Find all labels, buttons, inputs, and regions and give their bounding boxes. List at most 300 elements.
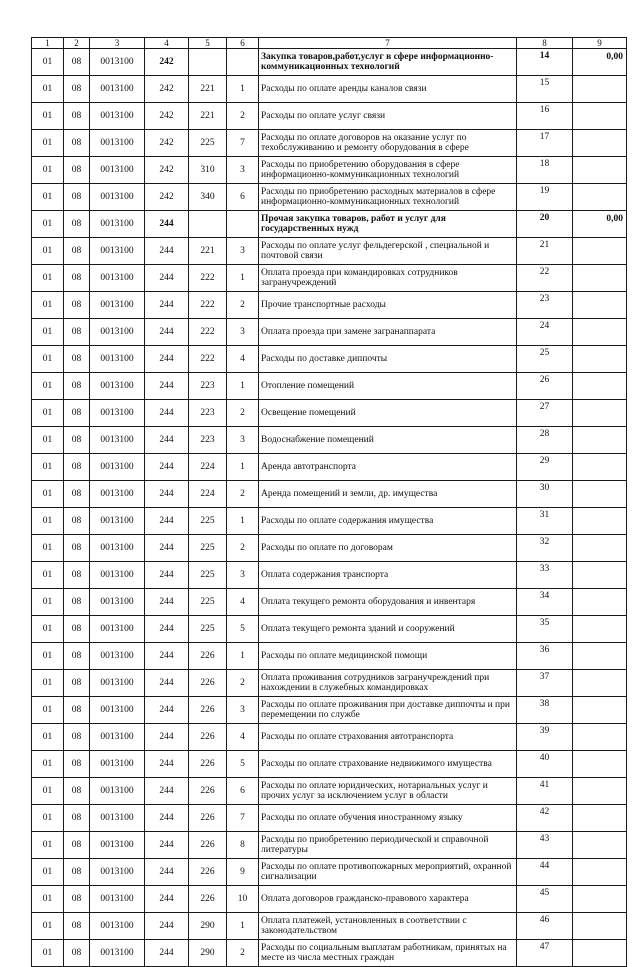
- section-code-cell: 01: [32, 400, 64, 427]
- line-number-cell: 39: [517, 724, 573, 751]
- expense-type-cell: 244: [145, 562, 189, 589]
- amount-cell: [573, 859, 627, 886]
- expense-type-cell: 244: [145, 319, 189, 346]
- target-article-cell: 0013100: [90, 373, 145, 400]
- kosgu-code-cell: [189, 211, 227, 238]
- description-cell: Расходы по оплате противопожарных мероприятий, охранной сигнализации: [259, 859, 517, 886]
- section-code-cell: 01: [32, 319, 64, 346]
- expense-type-cell: 244: [145, 886, 189, 913]
- sub-code-cell: 3: [227, 697, 259, 724]
- description-cell: Расходы по оплате по договорам: [259, 535, 517, 562]
- line-number-cell: 27: [517, 400, 573, 427]
- amount-cell: [573, 508, 627, 535]
- target-article-cell: 0013100: [90, 697, 145, 724]
- target-article-cell: 0013100: [90, 589, 145, 616]
- subsection-code-cell: 08: [64, 211, 90, 238]
- amount-cell: [573, 103, 627, 130]
- description-cell: Расходы по доставке диппочты: [259, 346, 517, 373]
- sub-code-cell: 9: [227, 859, 259, 886]
- section-code-cell: 01: [32, 130, 64, 157]
- table-row: [32, 886, 627, 913]
- target-article-cell: 0013100: [90, 49, 145, 76]
- kosgu-code-cell: 223: [189, 373, 227, 400]
- line-number-cell: 24: [517, 319, 573, 346]
- sub-code-cell: 2: [227, 292, 259, 319]
- target-article-cell: 0013100: [90, 103, 145, 130]
- target-article-cell: 0013100: [90, 265, 145, 292]
- section-code-cell: 01: [32, 481, 64, 508]
- description-cell: Расходы по приобретению расходных материалов в сфере информационно-коммуникационных технологий: [259, 184, 517, 211]
- subsection-code-cell: 08: [64, 373, 90, 400]
- amount-cell: [573, 346, 627, 373]
- subsection-code-cell: 08: [64, 859, 90, 886]
- amount-cell: [573, 157, 627, 184]
- amount-cell: [573, 319, 627, 346]
- description-cell: Аренда помещений и земли, др. имущества: [259, 481, 517, 508]
- amount-cell: 0,00: [573, 49, 627, 76]
- line-number-cell: 31: [517, 508, 573, 535]
- subsection-code-cell: 08: [64, 346, 90, 373]
- kosgu-code-cell: 221: [189, 103, 227, 130]
- table-row: [32, 49, 627, 76]
- description-cell: Отопление помещений: [259, 373, 517, 400]
- table-row: [32, 184, 627, 211]
- subsection-code-cell: 08: [64, 49, 90, 76]
- amount-cell: [573, 238, 627, 265]
- target-article-cell: 0013100: [90, 157, 145, 184]
- column-header: 6: [227, 38, 259, 49]
- sub-code-cell: 1: [227, 373, 259, 400]
- expense-type-cell: 244: [145, 292, 189, 319]
- target-article-cell: 0013100: [90, 508, 145, 535]
- sub-code-cell: 1: [227, 643, 259, 670]
- kosgu-code-cell: 225: [189, 535, 227, 562]
- column-header: 8: [517, 38, 573, 49]
- description-cell: Закупка товаров,работ,услуг в сфере информационно-коммуникационных технологий: [259, 49, 517, 76]
- section-code-cell: 01: [32, 49, 64, 76]
- table-row: [32, 130, 627, 157]
- subsection-code-cell: 08: [64, 535, 90, 562]
- subsection-code-cell: 08: [64, 940, 90, 967]
- sub-code-cell: 4: [227, 346, 259, 373]
- amount-cell: [573, 400, 627, 427]
- table-row: [32, 778, 627, 805]
- subsection-code-cell: 08: [64, 157, 90, 184]
- line-number-cell: 19: [517, 184, 573, 211]
- kosgu-code-cell: 222: [189, 346, 227, 373]
- subsection-code-cell: 08: [64, 319, 90, 346]
- section-code-cell: 01: [32, 562, 64, 589]
- sub-code-cell: 2: [227, 400, 259, 427]
- expense-type-cell: 244: [145, 832, 189, 859]
- sub-code-cell: 10: [227, 886, 259, 913]
- line-number-cell: 17: [517, 130, 573, 157]
- kosgu-code-cell: 226: [189, 697, 227, 724]
- line-number-cell: 45: [517, 886, 573, 913]
- table-row: [32, 454, 627, 481]
- subsection-code-cell: 08: [64, 427, 90, 454]
- amount-cell: [573, 616, 627, 643]
- line-number-cell: 35: [517, 616, 573, 643]
- line-number-cell: 23: [517, 292, 573, 319]
- target-article-cell: 0013100: [90, 859, 145, 886]
- subsection-code-cell: 08: [64, 589, 90, 616]
- expense-type-cell: 244: [145, 211, 189, 238]
- target-article-cell: 0013100: [90, 76, 145, 103]
- expense-type-cell: 242: [145, 157, 189, 184]
- section-code-cell: 01: [32, 886, 64, 913]
- expense-type-cell: 244: [145, 346, 189, 373]
- kosgu-code-cell: 226: [189, 832, 227, 859]
- amount-cell: [573, 724, 627, 751]
- sub-code-cell: 3: [227, 238, 259, 265]
- section-code-cell: 01: [32, 724, 64, 751]
- amount-cell: [573, 778, 627, 805]
- subsection-code-cell: 08: [64, 751, 90, 778]
- expense-type-cell: 244: [145, 373, 189, 400]
- amount-cell: [573, 373, 627, 400]
- description-cell: Расходы по приобретению оборудования в сфере информационно-коммуникационных технологий: [259, 157, 517, 184]
- section-code-cell: 01: [32, 832, 64, 859]
- target-article-cell: 0013100: [90, 643, 145, 670]
- line-number-cell: 43: [517, 832, 573, 859]
- kosgu-code-cell: 225: [189, 616, 227, 643]
- sub-code-cell: 1: [227, 913, 259, 940]
- description-cell: Расходы по оплате юридических, нотариальных услуг и прочих услуг за исключением услуг в области: [259, 778, 517, 805]
- description-cell: Оплата содержания транспорта: [259, 562, 517, 589]
- sub-code-cell: 3: [227, 319, 259, 346]
- kosgu-code-cell: 225: [189, 508, 227, 535]
- expense-type-cell: 244: [145, 940, 189, 967]
- table-row: [32, 292, 627, 319]
- amount-cell: [573, 913, 627, 940]
- target-article-cell: 0013100: [90, 292, 145, 319]
- table-row: [32, 724, 627, 751]
- line-number-cell: 47: [517, 940, 573, 967]
- table-row: [32, 481, 627, 508]
- section-code-cell: 01: [32, 913, 64, 940]
- description-cell: Расходы по приобретению периодической и справочной литературы: [259, 832, 517, 859]
- target-article-cell: 0013100: [90, 400, 145, 427]
- expense-type-cell: 244: [145, 508, 189, 535]
- expense-type-cell: 242: [145, 76, 189, 103]
- section-code-cell: 01: [32, 670, 64, 697]
- kosgu-code-cell: 226: [189, 751, 227, 778]
- sub-code-cell: 8: [227, 832, 259, 859]
- amount-cell: [573, 535, 627, 562]
- line-number-cell: 26: [517, 373, 573, 400]
- expense-type-cell: 244: [145, 697, 189, 724]
- description-cell: Расходы по оплате страхование недвижимого имущества: [259, 751, 517, 778]
- kosgu-code-cell: 290: [189, 940, 227, 967]
- section-code-cell: 01: [32, 589, 64, 616]
- sub-code-cell: 7: [227, 130, 259, 157]
- subsection-code-cell: 08: [64, 832, 90, 859]
- kosgu-code-cell: [189, 49, 227, 76]
- section-code-cell: 01: [32, 805, 64, 832]
- sub-code-cell: 3: [227, 157, 259, 184]
- expense-type-cell: 244: [145, 454, 189, 481]
- line-number-cell: 29: [517, 454, 573, 481]
- kosgu-code-cell: 224: [189, 481, 227, 508]
- kosgu-code-cell: 224: [189, 454, 227, 481]
- section-code-cell: 01: [32, 508, 64, 535]
- column-header: 9: [573, 38, 627, 49]
- description-cell: Прочая закупка товаров, работ и услуг для государственных нужд: [259, 211, 517, 238]
- expense-type-cell: 244: [145, 616, 189, 643]
- target-article-cell: 0013100: [90, 886, 145, 913]
- sub-code-cell: 1: [227, 508, 259, 535]
- subsection-code-cell: 08: [64, 103, 90, 130]
- table-row: [32, 643, 627, 670]
- kosgu-code-cell: 226: [189, 778, 227, 805]
- amount-cell: [573, 589, 627, 616]
- line-number-cell: 40: [517, 751, 573, 778]
- line-number-cell: 44: [517, 859, 573, 886]
- amount-cell: [573, 427, 627, 454]
- line-number-cell: 41: [517, 778, 573, 805]
- description-cell: Оплата проживания сотрудников загранучреждений при нахождении в служебных командировках: [259, 670, 517, 697]
- target-article-cell: 0013100: [90, 130, 145, 157]
- table-body: [32, 49, 627, 967]
- table-row: [32, 940, 627, 967]
- table-row: [32, 913, 627, 940]
- section-code-cell: 01: [32, 292, 64, 319]
- sub-code-cell: 5: [227, 751, 259, 778]
- sub-code-cell: 2: [227, 670, 259, 697]
- line-number-cell: 14: [517, 49, 573, 76]
- line-number-cell: 20: [517, 211, 573, 238]
- amount-cell: [573, 265, 627, 292]
- table-row: [32, 535, 627, 562]
- table-row: [32, 76, 627, 103]
- expense-type-cell: 242: [145, 49, 189, 76]
- expense-type-cell: 244: [145, 670, 189, 697]
- section-code-cell: 01: [32, 778, 64, 805]
- subsection-code-cell: 08: [64, 76, 90, 103]
- column-header: 3: [90, 38, 145, 49]
- column-header: 4: [145, 38, 189, 49]
- subsection-code-cell: 08: [64, 616, 90, 643]
- section-code-cell: 01: [32, 643, 64, 670]
- description-cell: Водоснабжение помещений: [259, 427, 517, 454]
- line-number-cell: 42: [517, 805, 573, 832]
- description-cell: Расходы по оплате проживания при доставке диппочты и при перемещении по службе: [259, 697, 517, 724]
- section-code-cell: 01: [32, 346, 64, 373]
- sub-code-cell: 3: [227, 562, 259, 589]
- table-row: [32, 400, 627, 427]
- line-number-cell: 25: [517, 346, 573, 373]
- expense-type-cell: 244: [145, 805, 189, 832]
- subsection-code-cell: 08: [64, 400, 90, 427]
- table-row: [32, 805, 627, 832]
- sub-code-cell: 1: [227, 265, 259, 292]
- table-row: [32, 697, 627, 724]
- table-row: [32, 211, 627, 238]
- table-row: [32, 373, 627, 400]
- sub-code-cell: 4: [227, 724, 259, 751]
- kosgu-code-cell: 310: [189, 157, 227, 184]
- section-code-cell: 01: [32, 427, 64, 454]
- expense-type-cell: 244: [145, 238, 189, 265]
- table-row: [32, 562, 627, 589]
- target-article-cell: 0013100: [90, 778, 145, 805]
- target-article-cell: 0013100: [90, 724, 145, 751]
- section-code-cell: 01: [32, 751, 64, 778]
- expense-type-cell: 244: [145, 643, 189, 670]
- section-code-cell: 01: [32, 103, 64, 130]
- amount-cell: [573, 886, 627, 913]
- amount-cell: [573, 832, 627, 859]
- kosgu-code-cell: 226: [189, 670, 227, 697]
- sub-code-cell: 3: [227, 427, 259, 454]
- sub-code-cell: 1: [227, 76, 259, 103]
- subsection-code-cell: 08: [64, 697, 90, 724]
- expense-type-cell: 244: [145, 589, 189, 616]
- column-header: 5: [189, 38, 227, 49]
- target-article-cell: 0013100: [90, 319, 145, 346]
- line-number-cell: 33: [517, 562, 573, 589]
- subsection-code-cell: 08: [64, 265, 90, 292]
- subsection-code-cell: 08: [64, 508, 90, 535]
- kosgu-code-cell: 226: [189, 643, 227, 670]
- amount-cell: [573, 292, 627, 319]
- section-code-cell: 01: [32, 157, 64, 184]
- line-number-cell: 15: [517, 76, 573, 103]
- description-cell: Расходы по оплате страхования автотранспорта: [259, 724, 517, 751]
- subsection-code-cell: 08: [64, 292, 90, 319]
- description-cell: Расходы по оплате договоров на оказание услуг по техобслуживанию и ремонту оборудования в сфере: [259, 130, 517, 157]
- subsection-code-cell: 08: [64, 130, 90, 157]
- target-article-cell: 0013100: [90, 535, 145, 562]
- kosgu-code-cell: 223: [189, 400, 227, 427]
- target-article-cell: 0013100: [90, 562, 145, 589]
- line-number-cell: 38: [517, 697, 573, 724]
- table-row: [32, 751, 627, 778]
- section-code-cell: 01: [32, 454, 64, 481]
- subsection-code-cell: 08: [64, 643, 90, 670]
- target-article-cell: 0013100: [90, 751, 145, 778]
- amount-cell: [573, 670, 627, 697]
- line-number-cell: 18: [517, 157, 573, 184]
- target-article-cell: 0013100: [90, 346, 145, 373]
- line-number-cell: 16: [517, 103, 573, 130]
- subsection-code-cell: 08: [64, 238, 90, 265]
- amount-cell: [573, 76, 627, 103]
- subsection-code-cell: 08: [64, 481, 90, 508]
- description-cell: Оплата проезда при замене загранаппарата: [259, 319, 517, 346]
- expense-type-cell: 244: [145, 859, 189, 886]
- kosgu-code-cell: 221: [189, 76, 227, 103]
- target-article-cell: 0013100: [90, 940, 145, 967]
- target-article-cell: 0013100: [90, 211, 145, 238]
- table-row: [32, 319, 627, 346]
- description-cell: Расходы по социальным выплатам работникам, принятых на месте из числа местных граждан: [259, 940, 517, 967]
- kosgu-code-cell: 340: [189, 184, 227, 211]
- table-row: [32, 508, 627, 535]
- kosgu-code-cell: 222: [189, 265, 227, 292]
- sub-code-cell: 2: [227, 481, 259, 508]
- table-row: [32, 157, 627, 184]
- kosgu-code-cell: 290: [189, 913, 227, 940]
- sub-code-cell: [227, 211, 259, 238]
- amount-cell: 0,00: [573, 211, 627, 238]
- description-cell: Аренда автотранспорта: [259, 454, 517, 481]
- kosgu-code-cell: 226: [189, 724, 227, 751]
- table-row: [32, 616, 627, 643]
- line-number-cell: 37: [517, 670, 573, 697]
- description-cell: Освещение помещений: [259, 400, 517, 427]
- kosgu-code-cell: 226: [189, 805, 227, 832]
- expense-type-cell: 244: [145, 778, 189, 805]
- description-cell: Оплата платежей, установленных в соответствии с законодательством: [259, 913, 517, 940]
- section-code-cell: 01: [32, 238, 64, 265]
- budget-table: [31, 37, 627, 967]
- expense-type-cell: 244: [145, 265, 189, 292]
- column-header: 7: [259, 38, 517, 49]
- expense-type-cell: 244: [145, 535, 189, 562]
- subsection-code-cell: 08: [64, 454, 90, 481]
- section-code-cell: 01: [32, 940, 64, 967]
- subsection-code-cell: 08: [64, 562, 90, 589]
- expense-type-cell: 244: [145, 481, 189, 508]
- sub-code-cell: [227, 49, 259, 76]
- line-number-cell: 46: [517, 913, 573, 940]
- subsection-code-cell: 08: [64, 184, 90, 211]
- sub-code-cell: 2: [227, 940, 259, 967]
- description-cell: Оплата текущего ремонта зданий и сооружений: [259, 616, 517, 643]
- amount-cell: [573, 940, 627, 967]
- amount-cell: [573, 481, 627, 508]
- sub-code-cell: 4: [227, 589, 259, 616]
- sub-code-cell: 7: [227, 805, 259, 832]
- section-code-cell: 01: [32, 76, 64, 103]
- line-number-cell: 30: [517, 481, 573, 508]
- target-article-cell: 0013100: [90, 184, 145, 211]
- section-code-cell: 01: [32, 616, 64, 643]
- target-article-cell: 0013100: [90, 832, 145, 859]
- kosgu-code-cell: 222: [189, 319, 227, 346]
- table-row: [32, 265, 627, 292]
- table-row: [32, 238, 627, 265]
- sub-code-cell: 6: [227, 778, 259, 805]
- expense-type-cell: 244: [145, 724, 189, 751]
- target-article-cell: 0013100: [90, 616, 145, 643]
- table-row: [32, 859, 627, 886]
- target-article-cell: 0013100: [90, 238, 145, 265]
- budget-sheet: [31, 37, 626, 967]
- column-header: 1: [32, 38, 64, 49]
- amount-cell: [573, 697, 627, 724]
- description-cell: Оплата договоров гражданско-правового характера: [259, 886, 517, 913]
- expense-type-cell: 244: [145, 751, 189, 778]
- sub-code-cell: 6: [227, 184, 259, 211]
- subsection-code-cell: 08: [64, 724, 90, 751]
- table-row: [32, 589, 627, 616]
- section-code-cell: 01: [32, 535, 64, 562]
- target-article-cell: 0013100: [90, 913, 145, 940]
- column-number-row: [32, 38, 627, 49]
- section-code-cell: 01: [32, 859, 64, 886]
- kosgu-code-cell: 222: [189, 292, 227, 319]
- line-number-cell: 22: [517, 265, 573, 292]
- amount-cell: [573, 562, 627, 589]
- kosgu-code-cell: 223: [189, 427, 227, 454]
- amount-cell: [573, 805, 627, 832]
- expense-type-cell: 242: [145, 184, 189, 211]
- sub-code-cell: 2: [227, 103, 259, 130]
- line-number-cell: 32: [517, 535, 573, 562]
